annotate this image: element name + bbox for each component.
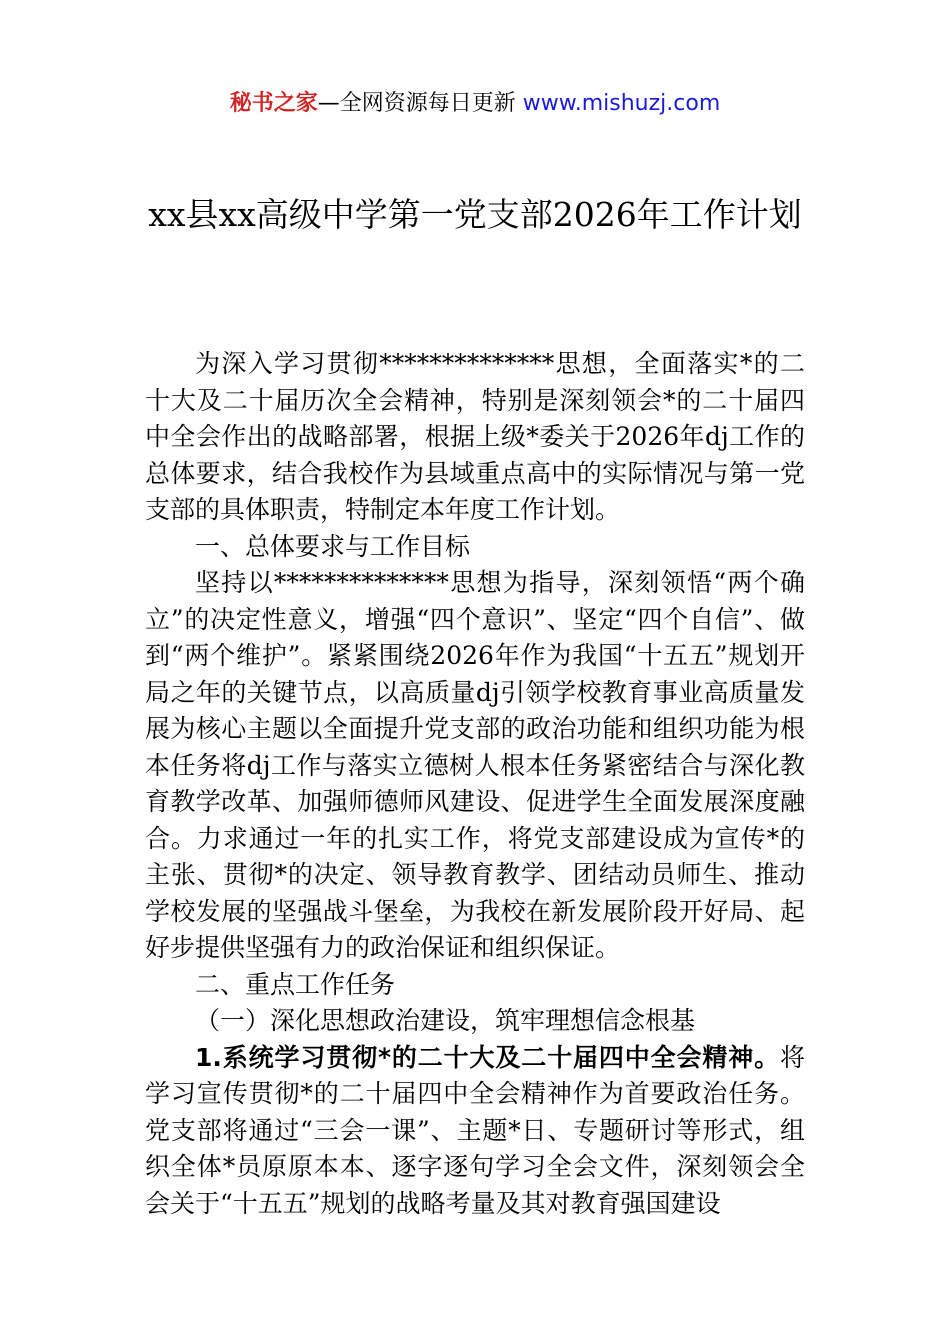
site-header: [0, 88, 950, 120]
subsection1-heading: （一）深化思想政治建设，筑牢理想信念根基: [195, 1006, 696, 1035]
document-body: [145, 346, 805, 1222]
section2-heading: 二、重点工作任务: [195, 969, 396, 999]
item1-lead: 1.系统学习贯彻*的二十大及二十届四中全会精神。: [195, 1042, 780, 1072]
site-url-link[interactable]: www.mishuzj.com: [522, 91, 721, 116]
item1-body: 将学习宣传贯彻*的二十届四中全会精神作为首要政治任务。党支部将通过“三会一课”、主题*日、专题研讨等形式，组织全体*员原原本本、逐字逐句学习全会文件，深刻领会全会关于“十五五”规划的战略考量及其对教育强国建设: [145, 1042, 805, 1218]
brand-name: 秘书之家: [229, 91, 318, 116]
section1-paragraph: 坚持以**************思想为指导，深刻领悟“两个确立”的决定性意义，增强“四个意识”、坚定“四个自信”、做到“两个维护”。紧紧围绕2026年作为我国“十五五”规划开局之年的关键节点，以高质量dj引领学校教育事业高质量发展为核心主题以全面提升党支部的政治功能和组织功能为根本任务将dj工作与落实立德树人根本任务紧密结合与深化教育教学改革、加强师德师风建设、促进学生全面发展深度融合。力求通过一年的扎实工作，将党支部建设成为宣传*的主张、贯彻*的决定、领导教育教学、团结动员师生、推动学校发展的坚强战斗堡垒，为我校在新发展阶段开好局、起好步提供坚强有力的政治保证和组织保证。: [145, 568, 805, 962]
document-title: xx县xx高级中学第一党支部2026年工作计划: [148, 195, 802, 234]
intro-paragraph: 为深入学习贯彻**************思想，全面落实*的二十大及二十届历次全会精神，特别是深刻领会*的二十届四中全会作出的战略部署，根据上级*委关于2026年dj工作的总体要求，结合我校作为县域重点高中的实际情况与第一党支部的具体职责，特制定本年度工作计划。: [145, 349, 805, 524]
header-slogan: —全网资源每日更新: [317, 91, 523, 116]
item1-paragraph: [145, 1040, 805, 1223]
section1-heading: 一、总体要求与工作目标: [195, 531, 471, 561]
